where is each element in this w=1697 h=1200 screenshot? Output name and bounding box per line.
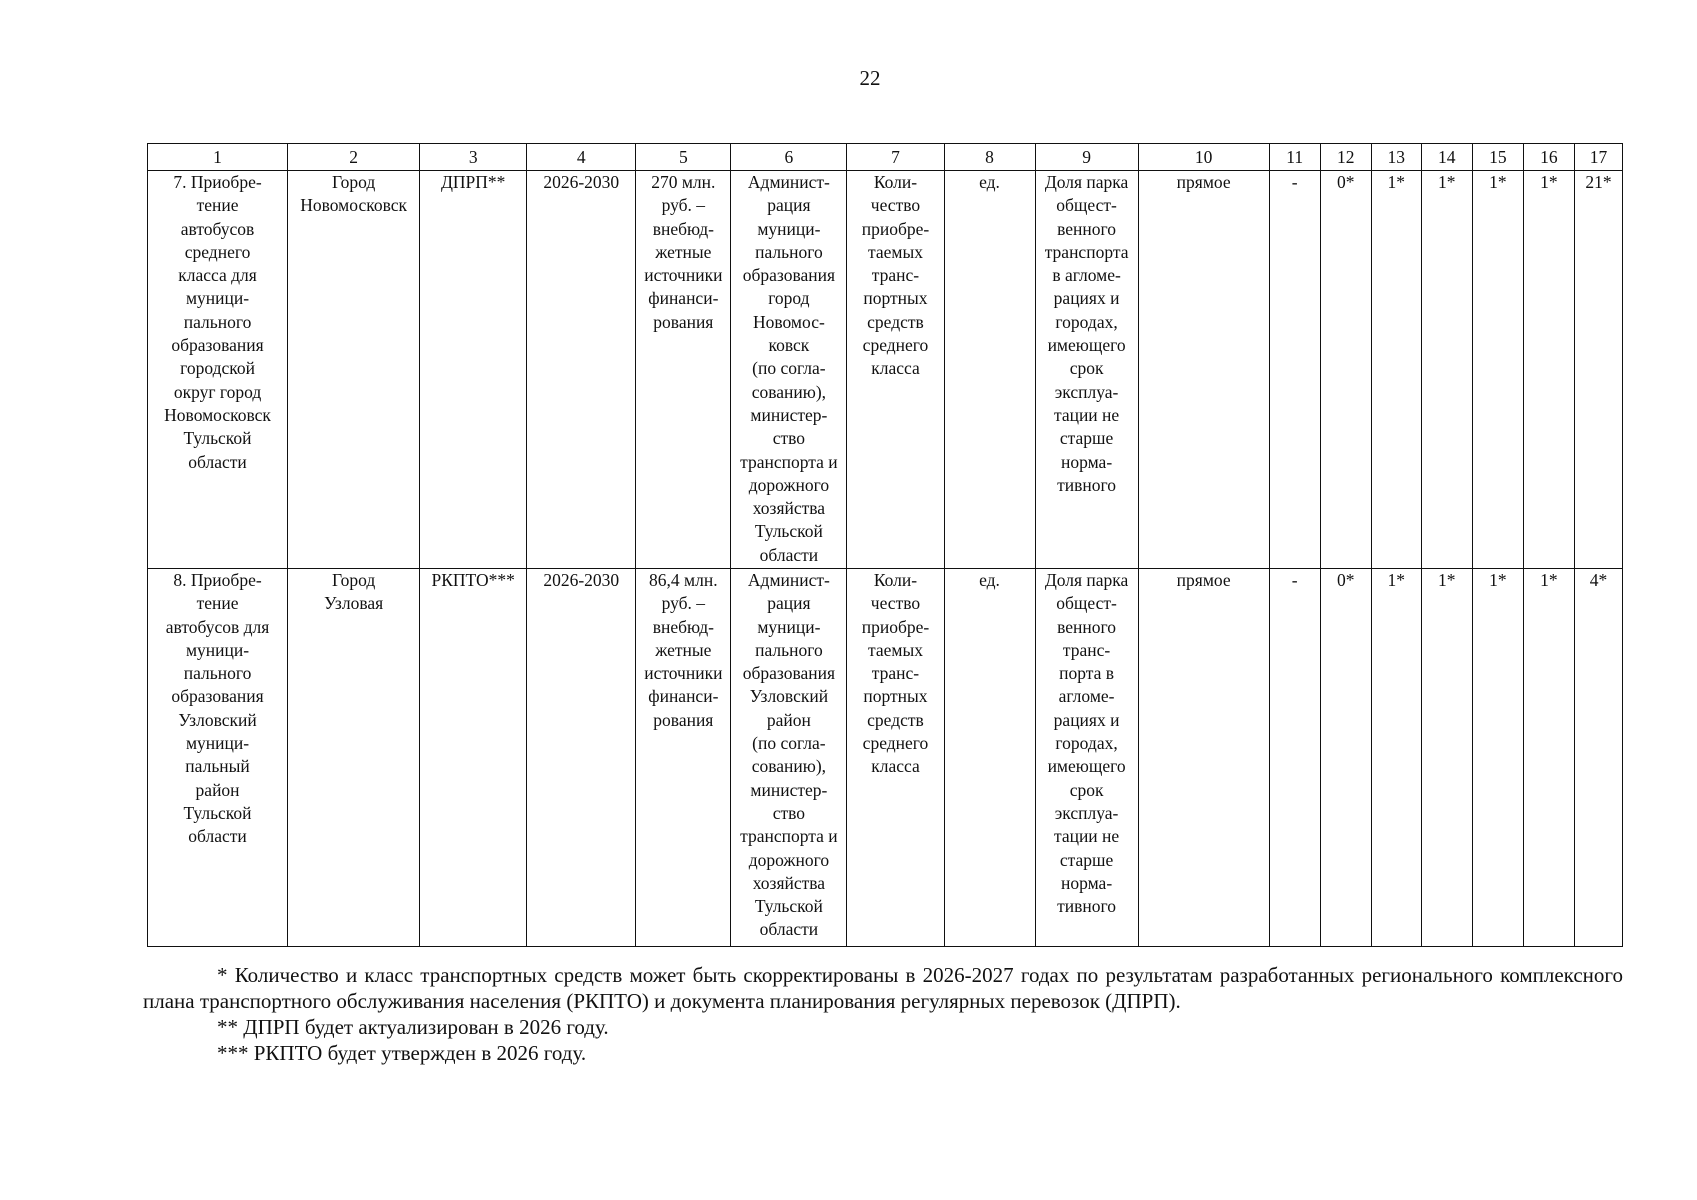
- column-number: 10: [1138, 144, 1269, 171]
- page-number: 22: [859, 66, 881, 90]
- program-measures-table: [147, 143, 1623, 947]
- column-number: 6: [731, 144, 847, 171]
- footnotes: [143, 962, 1623, 1066]
- footnote-single-asterisk: * Количество и класс транспортных средств может быть скорректированы в 2026-2027 годах по результатам разработанных регионального комплексного плана транспортного обслуживания населения (РКПТО) и документа планирования регулярных перевозок (ДПРП).: [143, 963, 1623, 1013]
- unit-cell: ед.: [944, 171, 1035, 569]
- value-cell: 1*: [1421, 171, 1472, 569]
- indicator-cell: Коли- чество приобре- таемых транс- портных средств среднего класса: [847, 569, 944, 947]
- column-number: 8: [944, 144, 1035, 171]
- column-number: 5: [636, 144, 731, 171]
- value-cell: 4*: [1574, 569, 1622, 947]
- value-cell: 1*: [1472, 569, 1523, 947]
- table-row: [148, 569, 1623, 947]
- column-number: 2: [288, 144, 420, 171]
- basis-document-cell: РКПТО***: [420, 569, 527, 947]
- value-cell: -: [1269, 171, 1320, 569]
- value-cell: 1*: [1523, 569, 1574, 947]
- column-number: 1: [148, 144, 288, 171]
- footnote-triple-asterisk: *** РКПТО будет утвержден в 2026 году.: [217, 1041, 587, 1065]
- measure-name-cell: 7. Приобре- тение автобусов среднего класса для муници- пального образования городской округ город Новомосковск Тульской области: [148, 171, 288, 569]
- responsible-cell: Админист- рация муници- пального образования город Новомос- ковск (по согла- сованию), министер- ство транспорта и дорожного хозяйства Тульской области: [731, 171, 847, 569]
- column-number: 11: [1269, 144, 1320, 171]
- responsible-cell: Админист- рация муници- пального образования Узловский район (по согла- сованию), министер- ство транспорта и дорожного хозяйства Тульской области: [731, 569, 847, 947]
- value-cell: 21*: [1574, 171, 1622, 569]
- column-number-row: [148, 144, 1623, 171]
- location-cell: Город Узловая: [288, 569, 420, 947]
- indicator-cell: Коли- чество приобре- таемых транс- портных средств среднего класса: [847, 171, 944, 569]
- value-cell: 1*: [1472, 171, 1523, 569]
- impact-type-cell: прямое: [1138, 171, 1269, 569]
- unit-cell: ед.: [944, 569, 1035, 947]
- value-cell: 1*: [1523, 171, 1574, 569]
- value-cell: 1*: [1371, 171, 1421, 569]
- location-cell: Город Новомосковск: [288, 171, 420, 569]
- footnote-double-asterisk: ** ДПРП будет актуализирован в 2026 году.: [217, 1015, 609, 1039]
- value-cell: 1*: [1371, 569, 1421, 947]
- value-cell: 0*: [1320, 569, 1371, 947]
- target-indicator-cell: Доля парка общест- венного транспорта в агломе- рациях и городах, имеющего срок эксплуа- тации не старше норма- тивного: [1035, 171, 1138, 569]
- value-cell: 0*: [1320, 171, 1371, 569]
- column-number: 3: [420, 144, 527, 171]
- table-row: [148, 171, 1623, 569]
- target-indicator-cell: Доля парка общест- венного транс- порта в агломе- рациях и городах, имеющего срок эксплуа- тации не старше норма- тивного: [1035, 569, 1138, 947]
- column-number: 17: [1574, 144, 1622, 171]
- value-cell: -: [1269, 569, 1320, 947]
- impact-type-cell: прямое: [1138, 569, 1269, 947]
- column-number: 14: [1421, 144, 1472, 171]
- column-number: 13: [1371, 144, 1421, 171]
- column-number: 7: [847, 144, 944, 171]
- period-cell: 2026-2030: [527, 171, 636, 569]
- column-number: 4: [527, 144, 636, 171]
- column-number: 16: [1523, 144, 1574, 171]
- value-cell: 1*: [1421, 569, 1472, 947]
- period-cell: 2026-2030: [527, 569, 636, 947]
- basis-document-cell: ДПРП**: [420, 171, 527, 569]
- measure-name-cell: 8. Приобре- тение автобусов для муници- пального образования Узловский муници- пальный район Тульской области: [148, 569, 288, 947]
- column-number: 15: [1472, 144, 1523, 171]
- funding-cell: 86,4 млн. руб. – внебюд- жетные источники финанси- рования: [636, 569, 731, 947]
- funding-cell: 270 млн. руб. – внебюд- жетные источники финанси- рования: [636, 171, 731, 569]
- column-number: 9: [1035, 144, 1138, 171]
- column-number: 12: [1320, 144, 1371, 171]
